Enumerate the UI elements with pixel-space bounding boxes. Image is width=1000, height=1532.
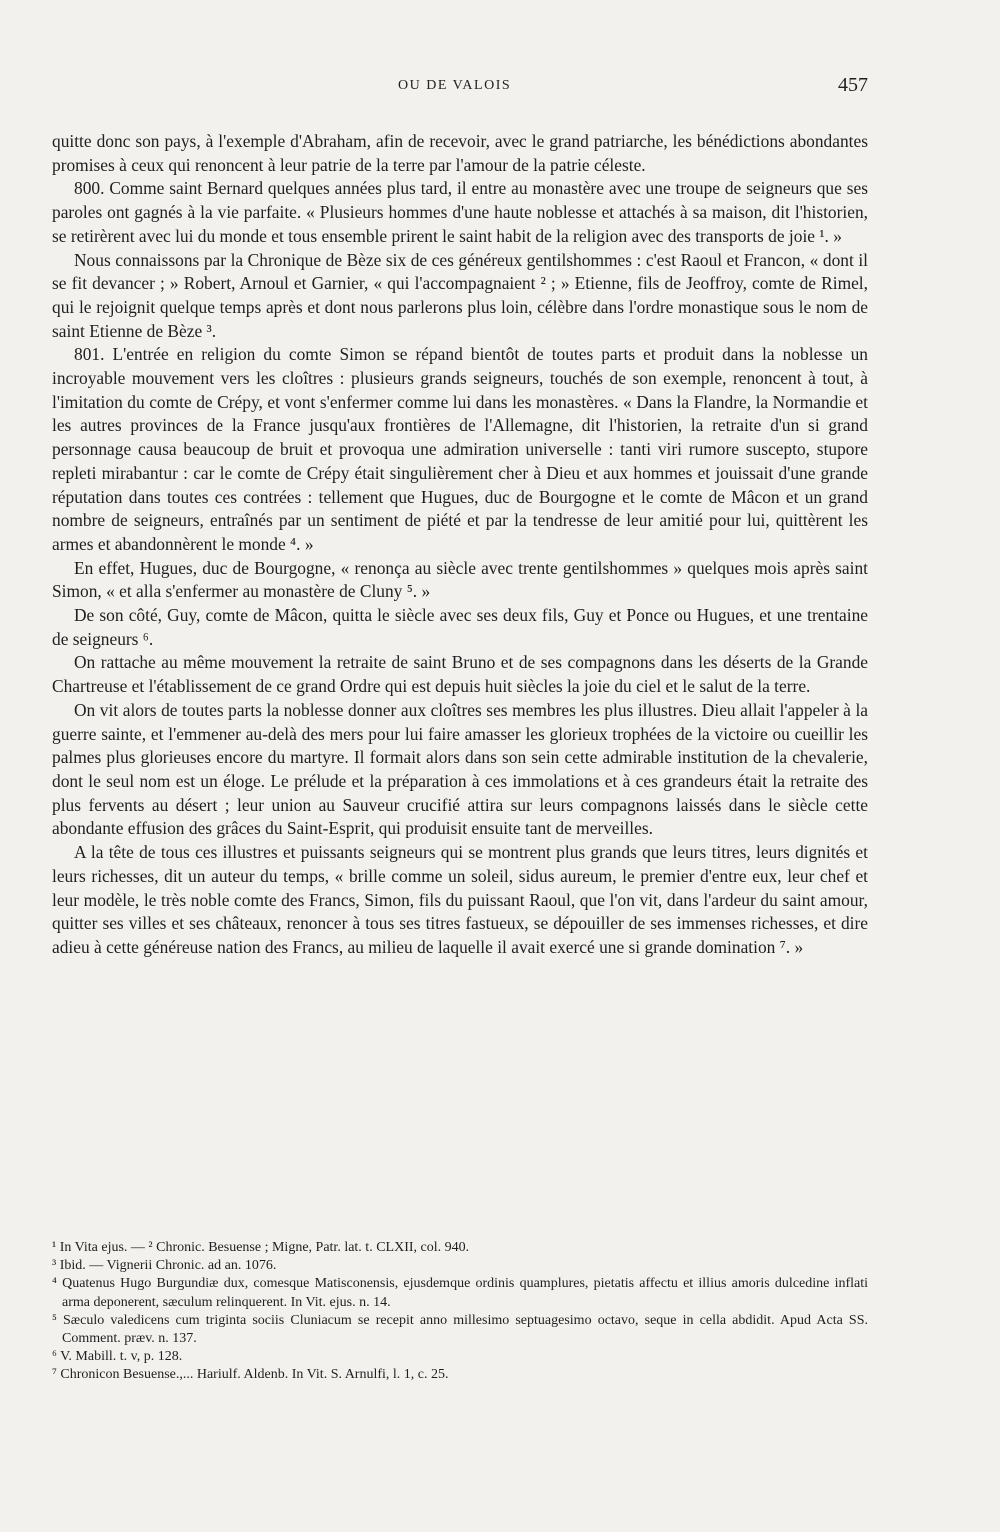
running-title: OU DE VALOIS <box>398 78 512 93</box>
paragraph: On vit alors de toutes parts la noblesse donner aux cloîtres ses membres les plus illustres. Dieu allait l'appeler à la guerre sainte, et l'emmener au-delà des mers pour lui faire amasser les glorieux trophées de la victoire ou cueillir les palmes plus glorieuses encore du martyre. Il formait alors dans son sein cette admirable institution de la chevalerie, dont le seul nom est un éloge. Le prélude et la préparation à ces immolations et à ces grandeurs était la retraite des plus fervents au désert ; leur union au Sauveur crucifié attira sur leurs compagnons laissés dans le siècle cette abondante effusion des grâces du Saint-Esprit, qui produisit ensuite tant de merveilles. <box>52 699 868 839</box>
paragraph: On rattache au même mouvement la retraite de saint Bruno et de ses compagnons dans les déserts de la Grande Chartreuse et l'établissement de ce grand Ordre qui est depuis huit siècles la joie du ciel et le salut de la terre. <box>52 652 868 697</box>
page-header <box>52 74 868 104</box>
paragraph: quitte donc son pays, à l'exemple d'Abraham, afin de recevoir, avec le grand patriarche, les bénédictions abondantes promises à ceux qui renoncent à leur patrie de la terre par l'amour de la patrie céleste. <box>52 131 868 175</box>
footnote: ⁷ Chronicon Besuense.,... Hariulf. Aldenb. In Vit. S. Arnulfi, l. 1, c. 25. <box>52 1367 449 1383</box>
paragraph-800: 800. Comme saint Bernard quelques années plus tard, il entre au monastère avec une troupe de seigneurs que ses paroles ont gagnés à la vie parfaite. « Plusieurs hommes d'une haute noblesse et attachés à sa maison, dit l'historien, se retirèrent avec lui du monde et tous ensemble prirent le saint habit de la religion avec des transports de joie ¹. » <box>52 178 868 246</box>
paragraph-801: 801. L'entrée en religion du comte Simon se répand bientôt de toutes parts et produit dans la noblesse un incroyable mouvement vers les cloîtres : plusieurs grands seigneurs, touchés de son exemple, renoncent à tout, à l'imitation du comte de Crépy, et vont s'enfermer comme lui dans les monastères. « Dans la Flandre, la Normandie et les autres provinces de la France jusqu'aux frontières de l'Allemagne, dit l'historien, la retraite d'un si grand personnage causa beaucoup de bruit et provoqua une admiration universelle : tanti viri rumore suscepto, stupore repleti mirabantur : car le comte de Crépy était singulièrement cher à Dieu et aux hommes et jouissait d'une grande réputation dans toutes ces contrées : tellement que Hugues, duc de Bourgogne et le comte de Mâcon et un grand nombre de seigneurs, entraînés par un sentiment de piété et par la tendresse de leur amitié pour lui, quittèrent les armes et abandonnèrent le monde ⁴. » <box>52 344 868 554</box>
footnote: ⁴ Quatenus Hugo Burgundiæ dux, comesque Matisconensis, ejusdemque ordinis quamplures, pietatis affectu et illius amoris dulcedine inflati arma deponerent, sæculum relinquerent. In Vit. ejus. n. 14. <box>52 1276 868 1310</box>
footnote: ³ Ibid. — Vignerii Chronic. ad an. 1076. <box>52 1258 277 1274</box>
paragraph: En effet, Hugues, duc de Bourgogne, « renonça au siècle avec trente gentilshommes » quelques mois après saint Simon, « et alla s'enfermer au monastère de Cluny ⁵. » <box>52 557 868 602</box>
footnote: ⁶ V. Mabill. t. v, p. 128. <box>52 1349 183 1365</box>
page-number: 457 <box>838 74 868 96</box>
footnote: ⁵ Sæculo valedicens cum triginta sociis Cluniacum se recepit anno millesimo septuagesimo octavo, seque in cella abdidit. Apud Acta SS. Comment. præv. n. 137. <box>52 1312 868 1347</box>
paragraph: De son côté, Guy, comte de Mâcon, quitta le siècle avec ses deux fils, Guy et Ponce ou Hugues, et une trentaine de seigneurs ⁶. <box>52 605 868 649</box>
main-text <box>52 130 868 960</box>
footnotes <box>52 1239 868 1385</box>
paragraph: Nous connaissons par la Chronique de Bèze six de ces généreux gentilshommes : c'est Raoul et Francon, « dont il se fit devancer ; » Robert, Arnoul et Garnier, « qui l'accompagnaient ² ; » Etienne, fils de Jeoffroy, comte de Rimel, qui le rejoignit quelque temps après et dont nous parlerons plus loin, célèbre dans l'ordre monastique sous le nom de saint Etienne de Bèze ³. <box>52 249 868 341</box>
footnote: ¹ In Vita ejus. — ² Chronic. Besuense ; Migne, Patr. lat. t. CLXII, col. 940. <box>52 1240 470 1255</box>
paragraph: A la tête de tous ces illustres et puissants seigneurs qui se montrent plus grands que leurs titres, leurs dignités et leurs richesses, dit un auteur du temps, « brille comme un soleil, sidus aureum, le premier d'entre eux, leur chef et leur modèle, le très noble comte des Francs, Simon, fils du puissant Raoul, que l'on vit, dans l'ardeur du saint amour, quitter ses villes et ses châteaux, renoncer à tous ses titres fastueux, se dépouiller de ses immenses richesses, et dire adieu à cette généreuse nation des Francs, au milieu de laquelle il avait exercé une si grande domination ⁷. » <box>52 842 868 957</box>
